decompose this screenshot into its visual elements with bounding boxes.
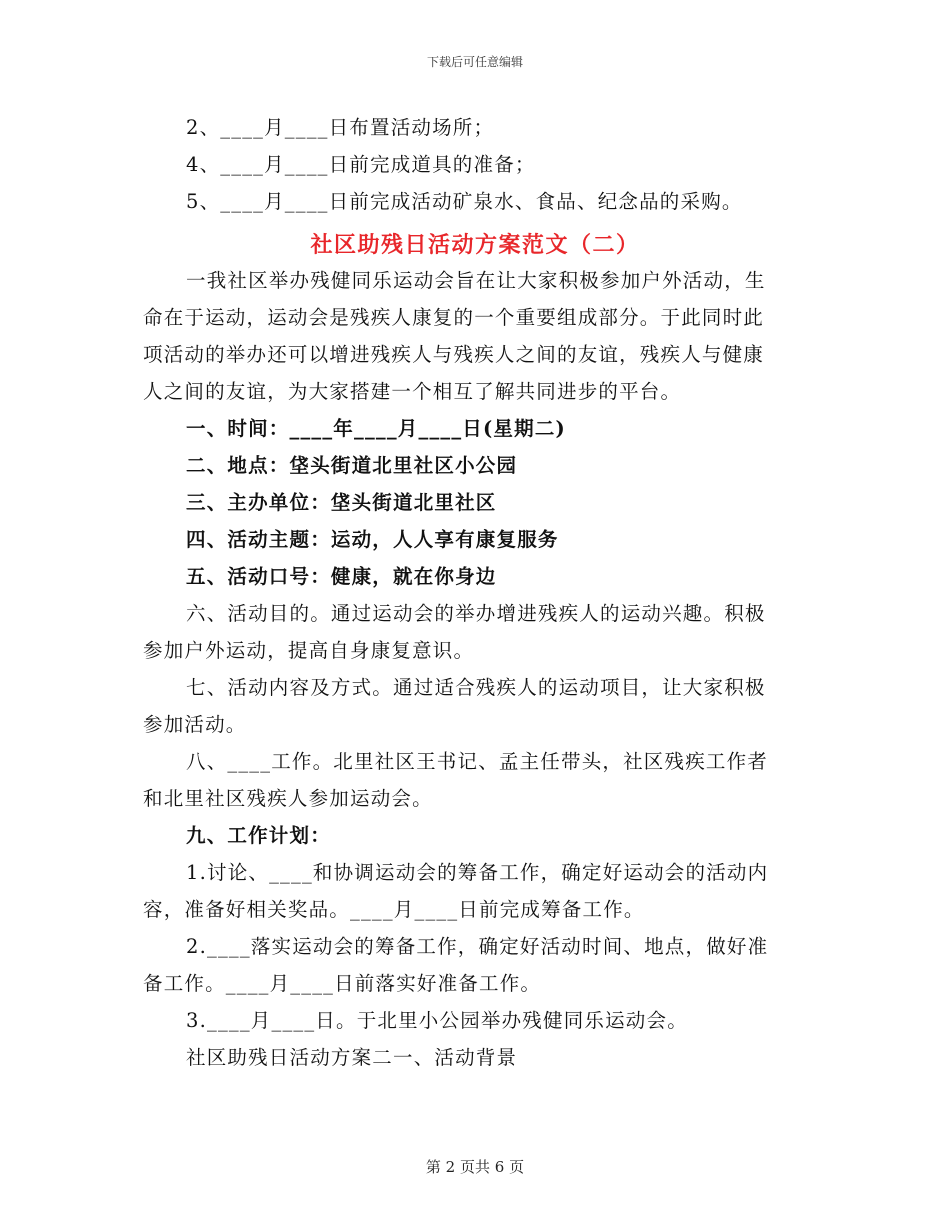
item-work-line-1: 八、____工作。北里社区王书记、孟主任带头，社区残疾工作者 — [186, 750, 769, 773]
intro-line-3: 项活动的举办还可以增进残疾人与残疾人之间的友谊，残疾人与健康 — [143, 343, 765, 366]
item-purpose-line-2: 参加户外运动，提高自身康复意识。 — [143, 639, 475, 662]
list-item-4: 4、____月____日前完成道具的准备； — [186, 153, 536, 176]
plan-1-line-1: 1.讨论、____和协调运动会的筹备工作，确定好运动会的活动内 — [186, 861, 769, 884]
plan-2-line-2: 备工作。____月____日前落实好准备工作。 — [143, 972, 542, 995]
section-title: 社区助残日活动方案范文（二） — [310, 232, 640, 258]
next-section-line: 社区助残日活动方案二一、活动背景 — [186, 1046, 518, 1069]
page-footer: 第 2 页共 6 页 — [425, 1158, 525, 1176]
item-theme: 四、活动主题：运动，人人享有康复服务 — [186, 528, 559, 551]
item-location: 二、地点：垡头街道北里社区小公园 — [186, 454, 518, 477]
page-header: 下载后可任意编辑 — [426, 55, 523, 69]
item-time: 一、时间：____年____月____日(星期二) — [186, 417, 566, 440]
item-purpose-line-1: 六、活动目的。通过运动会的举办增进残疾人的运动兴趣。积极 — [186, 602, 766, 625]
intro-line-2: 命在于运动，运动会是残疾人康复的一个重要组成部分。于此同时此 — [143, 306, 765, 329]
item-slogan: 五、活动口号：健康，就在你身边 — [186, 565, 497, 588]
item-content-line-2: 参加活动。 — [143, 713, 247, 736]
item-work-line-2: 和北里社区残疾人参加运动会。 — [143, 787, 433, 810]
plan-3: 3.____月____日。于北里小公园举办残健同乐运动会。 — [186, 1009, 688, 1032]
plan-2-line-1: 2.____落实运动会的筹备工作，确定好活动时间、地点，做好准 — [186, 935, 769, 958]
list-item-5: 5、____月____日前完成活动矿泉水、食品、纪念品的采购。 — [186, 190, 743, 213]
item-content-line-1: 七、活动内容及方式。通过适合残疾人的运动项目，让大家积极 — [186, 676, 766, 699]
list-item-2: 2、____月____日布置活动场所； — [186, 116, 495, 139]
item-plan-heading: 九、工作计划： — [186, 824, 331, 847]
plan-1-line-2: 容，准备好相关奖品。____月____日前完成筹备工作。 — [143, 898, 645, 921]
intro-line-1: 一我社区举办残健同乐运动会旨在让大家积极参加户外活动，生 — [186, 269, 766, 292]
intro-line-4: 人之间的友谊，为大家搭建一个相互了解共同进步的平台。 — [143, 380, 682, 403]
item-organizer: 三、主办单位：垡头街道北里社区 — [186, 491, 497, 514]
